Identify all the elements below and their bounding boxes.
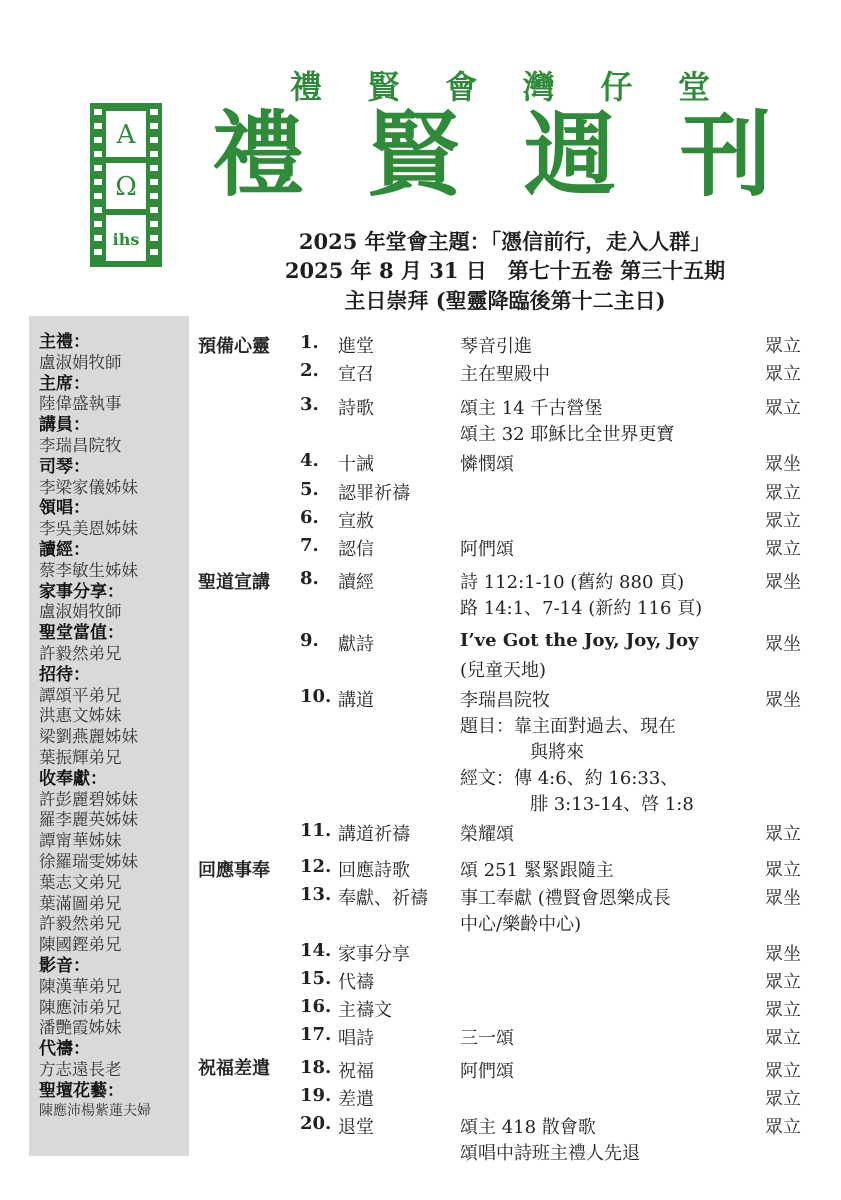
roster-person: 許彭麗碧姊妹 [39, 789, 138, 809]
roster-role: 影音： [39, 955, 90, 976]
item-detail: 與將來 [530, 742, 584, 763]
posture: 眾坐 [765, 944, 801, 965]
roster-role: 主席： [39, 373, 90, 394]
ihs-symbol: ihs [112, 230, 140, 249]
roster-person: 葉振輝弟兄 [39, 747, 122, 767]
item-number: 17. [300, 1024, 332, 1045]
roster-person: 李吳美恩姊妹 [39, 519, 138, 539]
roster-person: 蔡李敏生姊妹 [39, 560, 138, 580]
roster-person: 葉志文弟兄 [39, 872, 122, 892]
posture: 眾立 [765, 1000, 801, 1021]
item-detail: 琴音引進 [460, 336, 532, 357]
item-detail: 事工奉獻 (禮賢會恩樂成長 [460, 888, 671, 909]
roster-person: 陸偉盛執事 [39, 394, 122, 414]
roster-person: 潘艷霞姊妹 [39, 1018, 122, 1038]
church-name-char: 仔 [600, 68, 633, 106]
roster-person: 許毅然弟兄 [39, 643, 122, 663]
roster-role: 司琴： [39, 456, 90, 477]
section-word: 聖道宣講 [198, 572, 270, 593]
item-number: 6. [300, 507, 319, 528]
item-number: 15. [300, 968, 332, 989]
church-name-char: 堂 [677, 68, 710, 106]
church-name-char: 灣 [522, 68, 555, 106]
roster-person: 陳漢華弟兄 [39, 976, 122, 996]
item-detail: (兒童天地) [460, 660, 547, 681]
service-title: 主日崇拜 (聖靈降臨後第十二主日) [344, 288, 666, 313]
item-detail: 頌主 32 耶穌比全世界更寶 [460, 424, 675, 445]
item-detail: 主在聖殿中 [460, 364, 550, 385]
roster-role: 聖壇花藝： [39, 1080, 124, 1101]
item-title: 代禱 [338, 972, 374, 993]
item-detail: 憐憫頌 [460, 454, 514, 475]
item-number: 3. [300, 394, 319, 415]
item-detail: 頌主 14 千古營堡 [460, 398, 603, 419]
roster-role: 代禱： [39, 1039, 90, 1060]
item-title: 唱詩 [338, 1028, 374, 1049]
posture: 眾坐 [765, 888, 801, 909]
roster-role: 主禮： [39, 332, 90, 352]
roster-person: 譚頌平弟兄 [39, 685, 122, 705]
item-title: 詩歌 [338, 398, 374, 419]
roster-person: 陳國鏗弟兄 [39, 935, 122, 955]
item-detail: I’ve Got the Joy, Joy, Joy [460, 630, 699, 651]
item-detail: 題目：靠主面對過去、現在 [460, 716, 676, 737]
item-title: 宣赦 [338, 511, 374, 532]
item-title: 退堂 [338, 1117, 374, 1138]
posture: 眾坐 [765, 454, 801, 475]
title-char: 週 [523, 101, 616, 209]
item-title: 讀經 [338, 572, 374, 593]
posture: 眾立 [765, 824, 801, 845]
item-number: 7. [300, 535, 319, 556]
church-logo [90, 103, 162, 267]
item-number: 16. [300, 996, 332, 1017]
roster-person: 李梁家儀姊妹 [39, 477, 138, 497]
roster-role: 讀經： [39, 539, 90, 560]
item-detail: 頌 251 緊緊跟隨主 [460, 860, 614, 881]
church-name-char: 禮 [290, 68, 323, 106]
item-number: 2. [300, 360, 319, 381]
roster-person: 徐羅瑞雯姊妹 [39, 851, 138, 871]
posture: 眾立 [765, 1028, 801, 1049]
title-char: 刊 [679, 101, 772, 209]
item-detail: 腓 3:13-14、啓 1:8 [530, 794, 694, 815]
ministry-roster-panel [29, 316, 189, 1156]
ministry-roster-list [39, 332, 189, 1122]
roster-person: 葉滿圖弟兄 [39, 893, 122, 913]
posture: 眾立 [765, 511, 801, 532]
posture: 眾坐 [765, 690, 801, 711]
item-title: 十誡 [338, 454, 374, 475]
item-title: 認信 [338, 539, 374, 560]
omega-symbol: Ω [115, 172, 137, 202]
posture: 眾立 [765, 336, 801, 357]
item-title: 講道祈禱 [338, 824, 410, 845]
posture: 眾立 [765, 1117, 801, 1138]
posture: 眾立 [765, 1061, 801, 1082]
posture: 眾立 [765, 860, 801, 881]
roster-person: 洪惠文姊妹 [39, 706, 122, 726]
item-number: 12. [300, 856, 332, 877]
item-detail: 阿們頌 [460, 1061, 514, 1082]
item-detail: 頌唱中詩班主禮人先退 [460, 1143, 640, 1164]
item-title: 差遣 [338, 1089, 374, 1110]
roster-person: 盧淑娟牧師 [39, 352, 122, 372]
item-detail: 阿們頌 [460, 539, 514, 560]
roster-person: 譚甯華姊妹 [39, 831, 122, 851]
item-number: 19. [300, 1085, 332, 1106]
section-blessing: 祝福差遣 [198, 1058, 270, 1079]
item-detail: 路 14:1、7-14 (新約 116 頁) [460, 598, 703, 619]
item-number: 11. [300, 820, 332, 841]
item-detail: 詩 112:1-10 (舊約 880 頁) [460, 572, 685, 593]
roster-person: 陳應沛楊紫蓮夫婦 [39, 1103, 151, 1120]
roster-role: 講員： [39, 415, 90, 436]
item-title: 奉獻、祈禱 [338, 888, 428, 909]
item-detail: 三一頌 [460, 1028, 514, 1049]
roster-person: 梁劉燕麗姊妹 [39, 727, 138, 747]
posture: 眾立 [765, 398, 801, 419]
roster-role: 領唱： [39, 498, 90, 519]
item-number: 10. [300, 686, 332, 707]
posture: 眾立 [765, 1089, 801, 1110]
item-title: 主禱文 [338, 1000, 392, 1021]
item-detail: 頌主 418 散會歌 [460, 1117, 596, 1138]
roster-person: 陳應沛弟兄 [39, 997, 122, 1017]
item-number: 20. [300, 1113, 332, 1134]
roster-role: 家事分享： [39, 581, 124, 602]
roster-person: 許毅然弟兄 [39, 914, 122, 934]
item-detail: 榮耀頌 [460, 824, 514, 845]
church-name-char: 會 [445, 68, 478, 106]
item-title: 回應詩歌 [338, 860, 410, 881]
title-char: 賢 [367, 101, 460, 209]
item-title: 講道 [338, 690, 374, 711]
posture: 眾立 [765, 972, 801, 993]
posture: 眾立 [765, 539, 801, 560]
item-number: 9. [300, 630, 319, 651]
church-name-char: 賢 [367, 68, 400, 106]
posture: 眾坐 [765, 634, 801, 655]
roster-person: 方志遠長老 [39, 1059, 122, 1079]
item-title: 宣召 [338, 364, 374, 385]
roster-person: 羅李麗英姊妹 [39, 810, 138, 830]
roster-role: 招待： [39, 664, 90, 685]
posture: 眾立 [765, 364, 801, 385]
item-detail: 中心/樂齡中心) [460, 914, 582, 935]
item-number: 13. [300, 884, 332, 905]
item-title: 家事分享 [338, 944, 410, 965]
item-title: 獻詩 [338, 634, 374, 655]
item-title: 認罪祈禱 [338, 483, 410, 504]
item-title: 進堂 [338, 336, 374, 357]
item-number: 4. [300, 450, 319, 471]
section-respond: 回應事奉 [198, 860, 270, 881]
item-title: 祝福 [338, 1061, 374, 1082]
item-number: 8. [300, 568, 319, 589]
posture: 眾立 [765, 483, 801, 504]
issue-date: 2025 年 8 月 31 日 第七十五卷 第三十五期 [284, 258, 726, 283]
item-detail: 經文：傳 4:6、約 16:33、 [460, 768, 679, 789]
item-number: 14. [300, 940, 332, 961]
item-detail: 李瑞昌院牧 [460, 690, 550, 711]
bulletin-title [212, 100, 772, 210]
posture: 眾坐 [765, 572, 801, 593]
item-number: 1. [300, 332, 319, 353]
annual-theme: 2025 年堂會主題：「憑信前行，走入人群」 [298, 229, 712, 254]
roster-person: 李瑞昌院牧 [39, 435, 122, 455]
roster-role: 聖堂當值： [39, 623, 124, 644]
roster-person: 盧淑娟牧師 [39, 602, 122, 622]
alpha-symbol: A [116, 120, 136, 150]
item-number: 18. [300, 1057, 332, 1078]
section-prepare: 預備心靈 [198, 336, 270, 357]
item-number: 5. [300, 479, 319, 500]
title-char: 禮 [212, 101, 305, 209]
roster-role: 收奉獻： [39, 768, 107, 789]
